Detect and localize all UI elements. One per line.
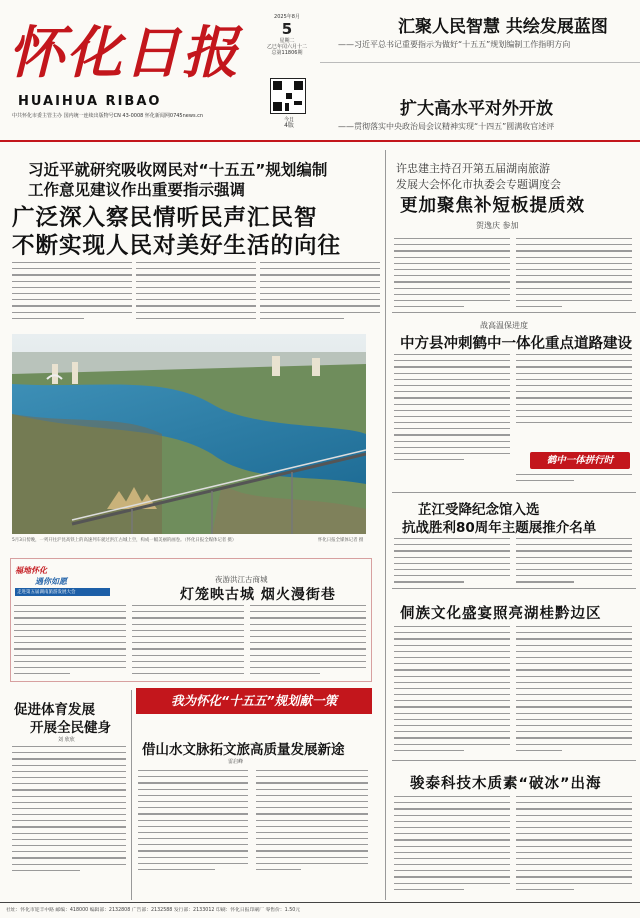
hubei-body-col2 [516, 354, 632, 428]
memorial-body-col2 [516, 538, 632, 588]
masthead-divider [0, 140, 640, 142]
tech-body-col1 [394, 796, 510, 895]
newspaper-pinyin: HUAIHUA RIBAO [18, 94, 162, 109]
lead-title-2[interactable]: 不断实现人民对美好生活的向往 [12, 233, 342, 259]
plan-byline: 雷启峰 [228, 759, 244, 765]
date-month: 2025年8月 [274, 14, 300, 20]
hubei-label: 战高温保进度 [480, 321, 528, 330]
tourism-kicker-2: 发展大会怀化市执委会专题调度会 [396, 178, 561, 191]
night-body-col2 [132, 605, 244, 679]
health-byline: 刘 欣欣 [58, 737, 75, 743]
newspaper-logo: 怀化日报 [8, 20, 240, 86]
date-box [266, 14, 308, 56]
hubei-badge [530, 452, 630, 469]
lead-photo [12, 334, 366, 534]
culture-body-col1 [394, 626, 510, 756]
health-title-2[interactable]: 开展全民健身 [30, 720, 111, 736]
tourism-body-col2 [516, 238, 632, 312]
top-subtitle-2: ——贯彻落实中央政治局会议精神实现“十四五”圆满收官述评 [338, 122, 555, 131]
memorial-title-1[interactable]: 芷江受降纪念馆入选 [418, 502, 540, 518]
top-headline-2[interactable]: 扩大高水平对外开放 [400, 99, 553, 119]
night-kicker: 夜游洪江古商城 [215, 575, 268, 584]
plan-title[interactable]: 借山水文脉拓文旅高质量发展新途 [142, 742, 345, 758]
tourism-logo-line1: 福地怀化 [15, 566, 47, 575]
memorial-body-col1 [394, 538, 510, 588]
hubei-body-col2b [516, 474, 632, 486]
publisher-line: 中共怀化市委主管主办 国内统一连续出版物号CN 43-0008 怀化新闻网0745news.cn [12, 113, 204, 119]
weekday: 星期二 [279, 38, 295, 44]
tourism-byline: 贺逸庆 参加 [476, 221, 519, 230]
issue-number: 总第11806期 [271, 50, 303, 56]
night-body-col3 [250, 605, 366, 679]
lead-body-col3 [260, 262, 380, 324]
tech-title[interactable]: 骏泰科技木质素“破冰”出海 [410, 776, 602, 792]
culture-body-col2 [516, 626, 632, 756]
lead-kicker-1: 习近平就研究吸收网民对“十五五”规划编制 [28, 161, 328, 179]
date-day: 5 [281, 20, 293, 38]
tech-body-col2 [516, 796, 632, 895]
lunar-date: 乙巳年闰六月十二 [266, 44, 307, 50]
culture-title[interactable]: 侗族文化盛宴照亮湖桂黔边区 [400, 606, 602, 622]
footer-info: 社址：怀化市迎丰中路 邮编：418000 编辑部：2132808 广告部：2132588 发行部：2133012 印刷：怀化日报印刷厂 零售价：1.50元 [6, 908, 301, 913]
today-label: 今日 [283, 117, 294, 123]
night-title[interactable]: 灯笼映古城 烟火漫街巷 [180, 587, 336, 603]
top-headline-1[interactable]: 汇聚人民智慧 共绘发展蓝图 [398, 17, 608, 37]
plan-banner-text: 我为怀化“十五五”规划献一策 [170, 693, 338, 708]
lead-kicker-2: 工作意见建议作出重要指示强调 [28, 181, 246, 199]
plan-body-col1 [138, 770, 248, 875]
tourism-kicker-1: 许忠建主持召开第五届湖南旅游 [396, 162, 550, 175]
hubei-badge-text: 鹤中一体拼行时 [546, 455, 614, 466]
tourism-title[interactable]: 更加聚焦补短板提质效 [400, 196, 585, 216]
lead-body-col1 [12, 262, 132, 324]
tourism-logo [15, 565, 110, 599]
lead-title-1[interactable]: 广泛深入察民情听民声汇民智 [12, 205, 318, 231]
health-body [12, 746, 126, 876]
hubei-title[interactable]: 中方县冲刺鹤中一体化重点道路建设 [400, 336, 632, 352]
tourism-logo-line3: 走进第五届湖南旅游发展大会 [15, 588, 110, 596]
memorial-title-2[interactable]: 抗战胜利80周年主题展推介名单 [402, 520, 597, 536]
pages-count: 4版 [284, 122, 294, 129]
qr-code-icon [270, 78, 306, 114]
top-subtitle-1: ——习近平总书记重要指示为做好“十五五”规划编制工作指明方向 [338, 40, 571, 49]
plan-banner [136, 688, 372, 714]
plan-body-col2 [256, 770, 368, 875]
tourism-body-col1 [394, 238, 510, 312]
hubei-body-col1 [394, 354, 510, 465]
health-title-1[interactable]: 促进体育发展 [14, 702, 95, 718]
lead-body-col2 [136, 262, 256, 324]
lead-photo-caption: 5月3日傍晚，一列开往沪昆高铁上的高速列车驶过洪江古城上空，构成一幅美丽的画卷。（怀化日报全媒体记者 摄） [12, 538, 237, 543]
tourism-logo-line2: 遇你如愿 [35, 577, 67, 586]
night-body-col1 [14, 605, 126, 679]
lead-photo-credit: 怀化日报全媒体记者 摄 [318, 538, 364, 543]
